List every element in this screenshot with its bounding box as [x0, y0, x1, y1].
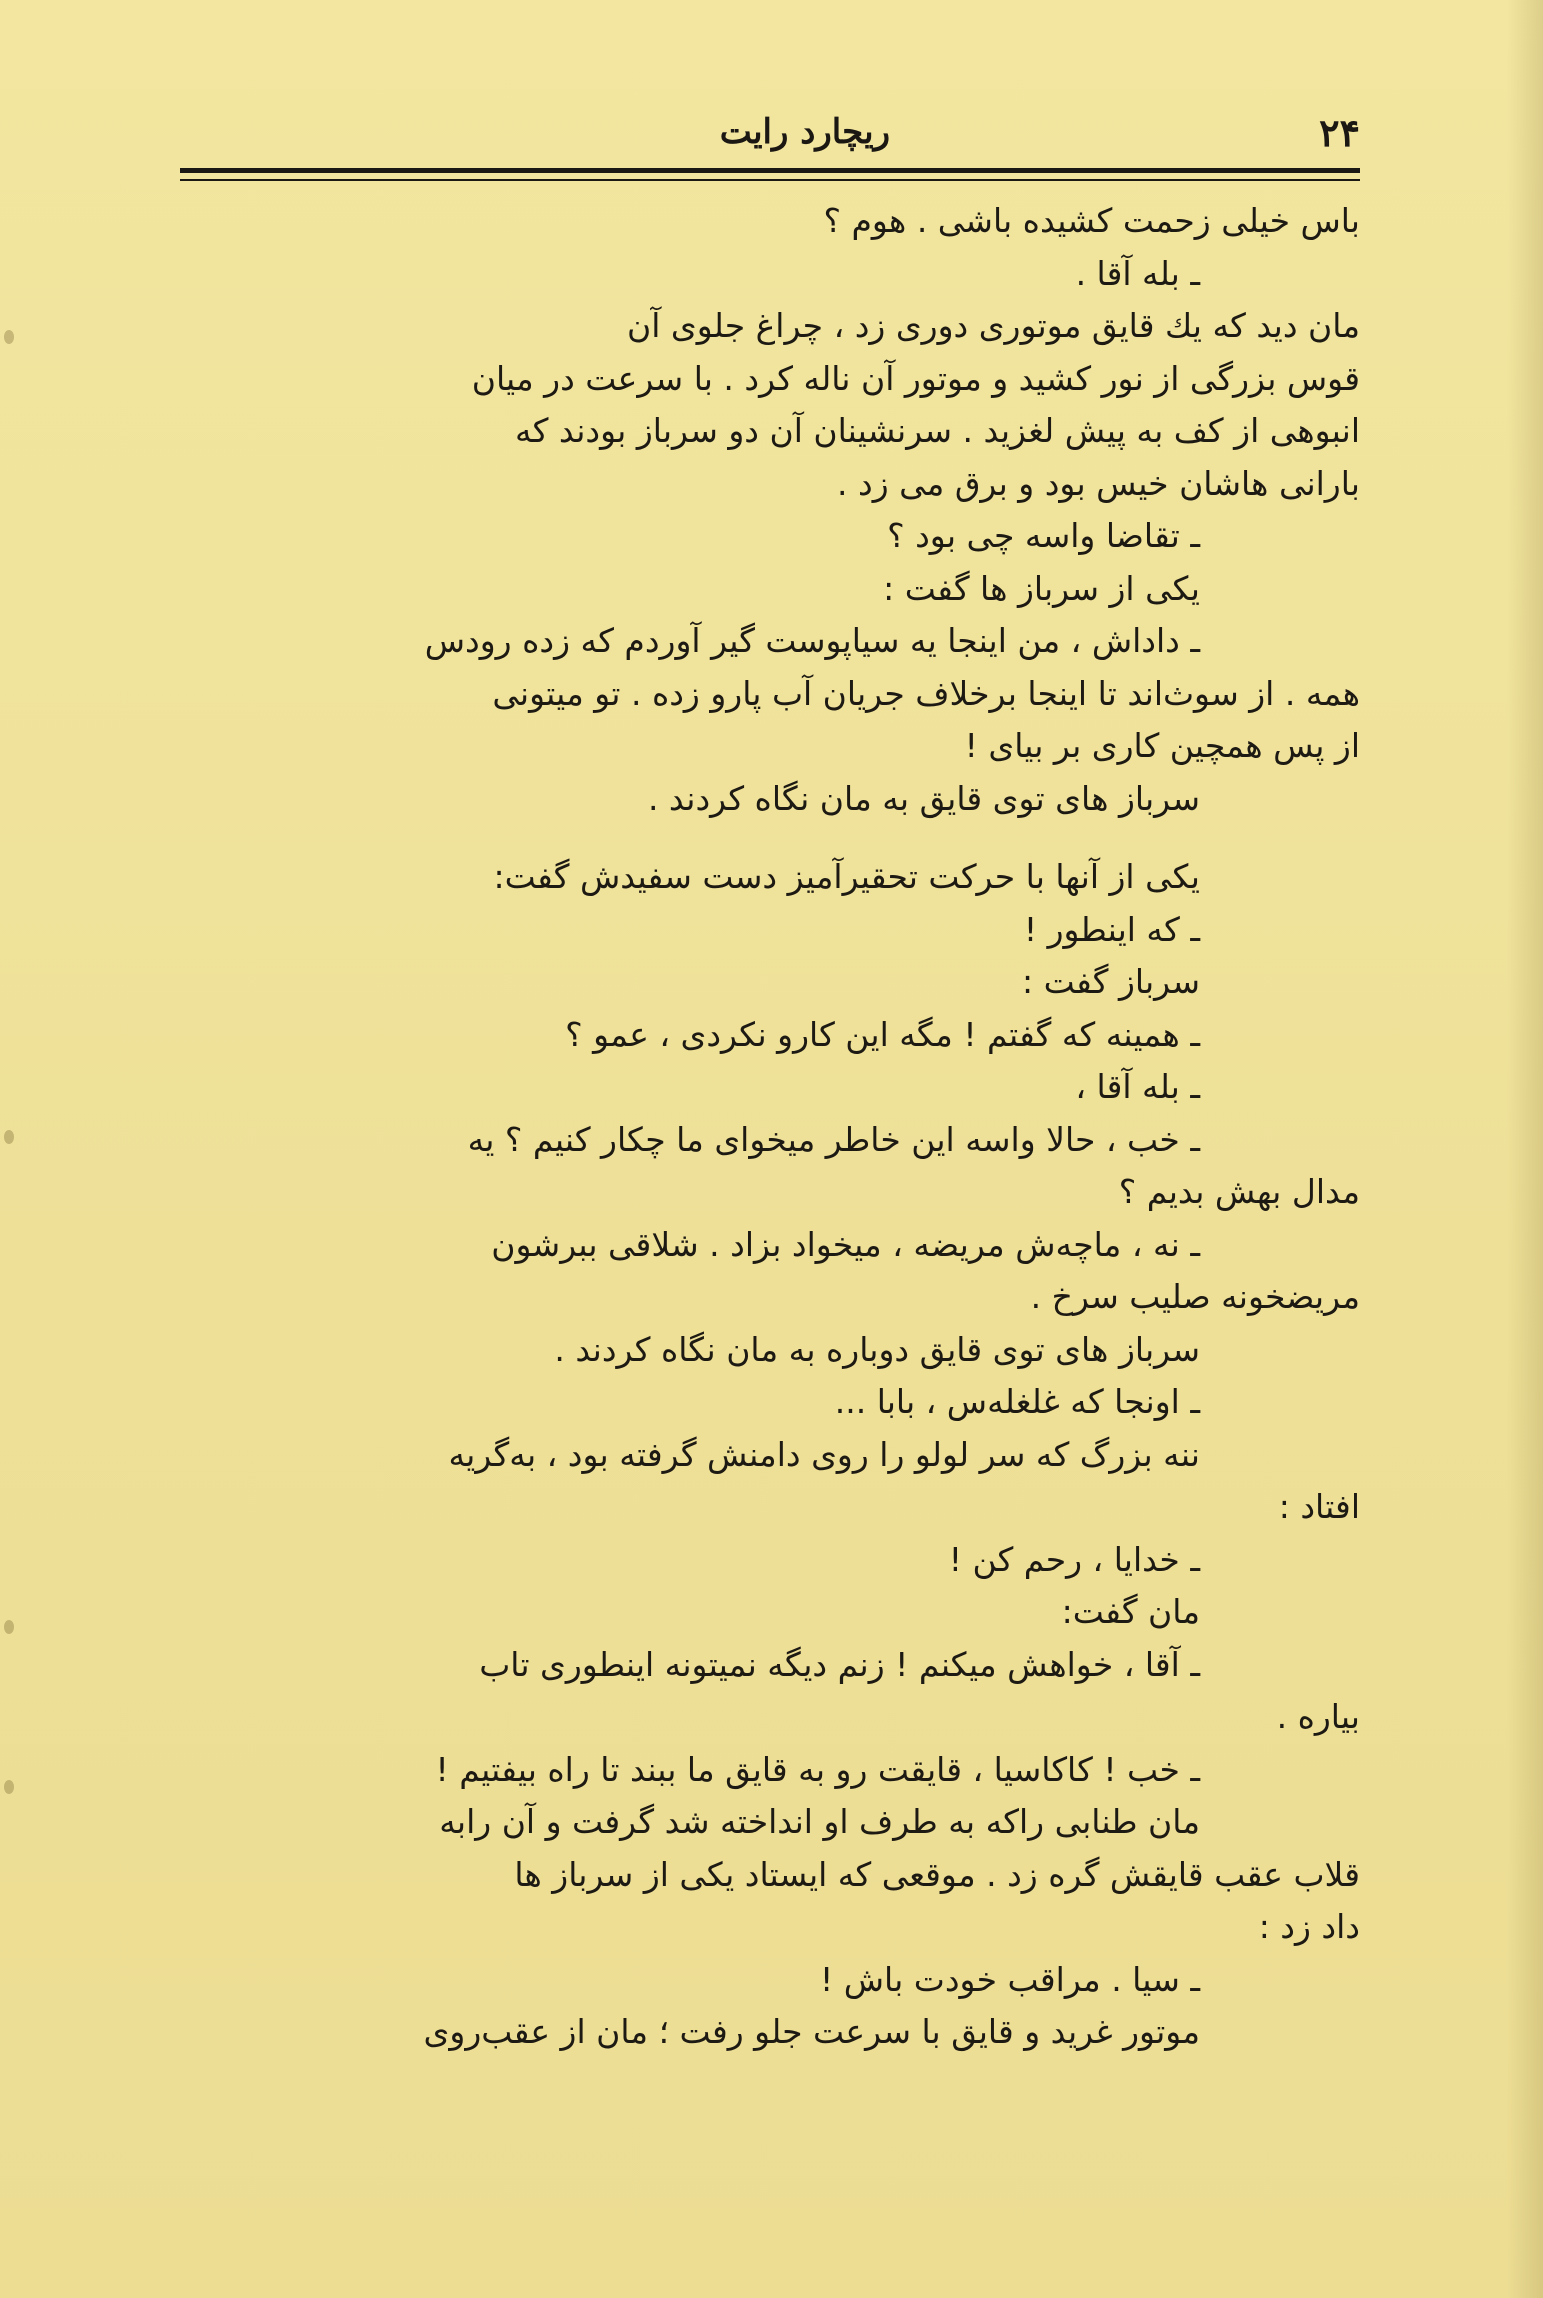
text-line: ـ که اینطور ! [1023, 909, 1200, 949]
text-line: ـ داداش ، من اینجا یه سیاپوست گیر آوردم که زده رودس [424, 621, 1200, 660]
binding-hole [4, 1620, 14, 1634]
text-line: ـ آقا ، خواهش میکنم ! زنم دیگه نمیتونه اینطوری تاب [479, 1644, 1200, 1684]
text-line: باس خیلی زحمت کشیده باشی . هوم ؟ [823, 201, 1360, 240]
text-line: موتور غرید و قایق با سرعت جلو رفت ؛ مان از عقب‌روی [423, 2012, 1200, 2051]
text-line: سرباز گفت : [1022, 962, 1200, 1001]
text-line: سرباز های توی قایق به مان نگاه کردند . [647, 778, 1200, 818]
text-line: ـ خدایا ، رحم کن ! [948, 1539, 1200, 1579]
text-line: مان دید که یك قایق موتوری دوری زد ، چراغ جلوی آن [627, 306, 1360, 345]
text-line: همه . از سوث‌اند تا اینجا برخلاف جریان آب پارو زده . تو میتونی [492, 673, 1360, 713]
binding-hole [4, 1130, 14, 1144]
running-title: ریچارد رایت [719, 112, 890, 152]
text-line: قلاب عقب قایقش گره زد . موقعی که ایستاد یکی از سرباز ها [514, 1854, 1360, 1894]
text-line: از پس همچین کاری بر بیای ! [964, 726, 1360, 765]
page-header [180, 110, 1360, 170]
binding-hole [4, 1780, 14, 1794]
text-line: بیاره . [1276, 1697, 1360, 1736]
paragraph-gap [180, 825, 1360, 851]
text-line: مان طنابی راکه به طرف او انداخته شد گرفت و آن رابه [439, 1802, 1200, 1841]
body-text [180, 195, 1360, 2059]
text-line: سرباز های توی قایق دوباره به مان نگاه کردند . [554, 1329, 1200, 1369]
text-line: ـ تقاضا واسه چی بود ؟ [887, 516, 1200, 555]
text-line: مریضخونه صلیب سرخ . [1030, 1277, 1360, 1316]
text-line: قوس بزرگی از نور کشید و موتور آن ناله کرد . با سرعت در میان [471, 358, 1360, 398]
text-line: مدال بهش بدیم ؟ [1118, 1172, 1360, 1211]
text-line: مان گفت: [1061, 1592, 1200, 1631]
text-line: انبوهی از کف به پیش لغزید . سرنشینان آن دو سرباز بودند که [515, 411, 1360, 450]
text-line: ـ نه ، ماچه‌ش مریضه ، میخواد بزاد . شلاقی ببرشون [491, 1224, 1200, 1264]
text-line: ـ خب ! کاکاسیا ، قایقت رو به قایق ما ببند تا راه بیفتیم ! [435, 1749, 1200, 1789]
text-line: ـ اونجا که غلغله‌س ، بابا ... [834, 1382, 1200, 1421]
page-number: ۲۴ [1319, 110, 1360, 155]
text-line: یکی از سرباز ها گفت : [883, 568, 1200, 608]
text-line: ـ همینه که گفتم ! مگه این کارو نکردی ، عمو ؟ [565, 1014, 1200, 1054]
text-line: ـ بله آقا ، [1075, 1067, 1200, 1106]
text-line: ـ بله آقا . [1075, 253, 1200, 293]
text-line: ـ خب ، حالا واسه این خاطر میخوای ما چکار کنیم ؟ یه [467, 1119, 1200, 1159]
text-line: ـ سیا . مراقب خودت باش ! [820, 1959, 1200, 1999]
page-edge-shadow [1507, 0, 1543, 2298]
header-rule-thin [180, 179, 1360, 181]
text-line: افتاد : [1278, 1487, 1360, 1526]
text-line: یکی از آنها با حرکت تحقیرآمیز دست سفیدش گفت: [493, 857, 1200, 896]
text-line: داد زد : [1258, 1907, 1360, 1946]
binding-hole [4, 330, 14, 344]
text-line: بارانی هاشان خیس بود و برق می زد . [837, 463, 1360, 503]
text-line: ننه بزرگ که سر لولو را روی دامنش گرفته بود ، به‌گریه [448, 1434, 1200, 1474]
header-rule-thick [180, 168, 1360, 173]
